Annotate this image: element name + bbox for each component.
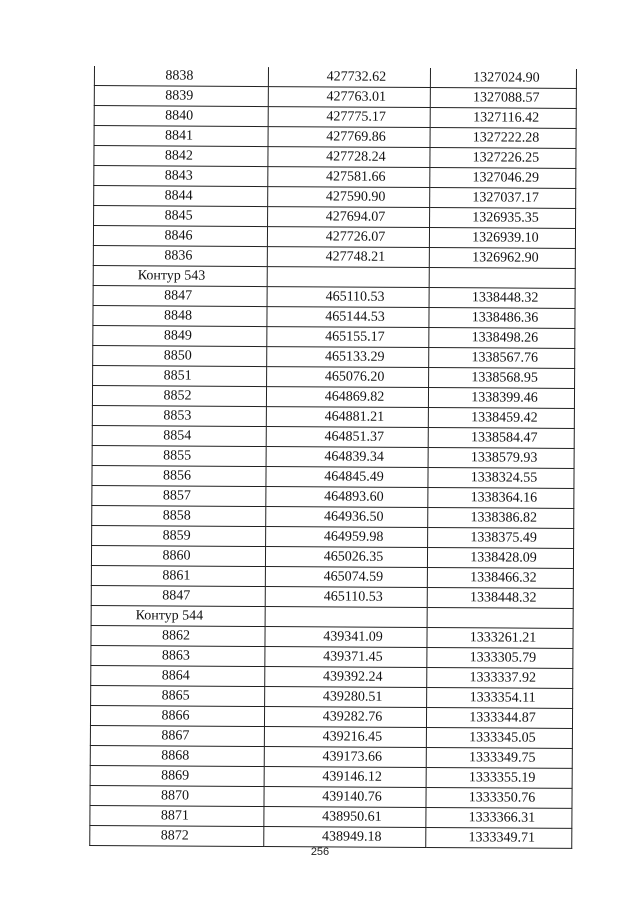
point-id-cell: 8847 (93, 285, 267, 306)
x-coordinate-cell: 465144.53 (267, 307, 429, 328)
point-id-cell: 8867 (90, 725, 264, 746)
table-row (90, 825, 572, 848)
x-coordinate-cell: 427694.07 (268, 207, 430, 228)
point-id-cell: 8850 (93, 345, 267, 366)
table-row (90, 705, 572, 728)
x-coordinate-cell: 464851.37 (266, 427, 428, 448)
x-coordinate-cell: 427581.66 (268, 167, 430, 188)
x-coordinate-cell: 464959.98 (266, 527, 428, 548)
point-id-cell: 8856 (92, 465, 266, 486)
y-coordinate-cell: 1327024.90 (430, 68, 576, 88)
contour-header-row (93, 265, 575, 288)
x-coordinate-cell: 464893.60 (266, 487, 428, 508)
table-row (94, 186, 576, 209)
x-coordinate-cell: 427775.17 (268, 107, 430, 128)
x-coordinate-cell: 465074.59 (265, 567, 427, 588)
y-coordinate-cell: 1333345.05 (426, 728, 572, 749)
table-row (92, 445, 574, 468)
y-coordinate-cell: 1327088.57 (430, 88, 576, 109)
x-coordinate-cell: 464936.50 (266, 507, 428, 528)
x-coordinate-cell: 427726.07 (267, 227, 429, 248)
x-coordinate-cell: 465076.20 (267, 367, 429, 388)
y-coordinate-cell: 1327226.25 (430, 148, 576, 169)
table-row (92, 525, 574, 548)
y-coordinate-cell: 1327222.28 (430, 128, 576, 149)
contour-label: Контур 543 (93, 265, 267, 286)
point-id-cell: 8863 (91, 645, 265, 666)
point-id-cell: 8839 (94, 86, 268, 107)
y-coordinate-cell: 1338486.36 (429, 308, 575, 329)
point-id-cell: 8861 (91, 565, 265, 586)
point-id-cell: 8849 (93, 325, 267, 346)
x-coordinate-cell: 465026.35 (265, 547, 427, 568)
y-coordinate-cell: 1326935.35 (430, 208, 576, 229)
x-coordinate-cell: 465133.29 (267, 347, 429, 368)
y-coordinate-cell: 1333337.92 (427, 668, 573, 689)
x-coordinate-cell: 439140.76 (264, 787, 426, 808)
y-coordinate-cell: 1326939.10 (429, 228, 575, 249)
x-coordinate-cell: 465110.53 (267, 287, 429, 308)
y-coordinate-cell: 1327116.42 (430, 108, 576, 129)
y-coordinate-cell: 1338364.16 (428, 488, 574, 509)
y-coordinate-cell: 1333344.87 (426, 708, 572, 729)
x-coordinate-cell: 464845.49 (266, 467, 428, 488)
point-id-cell: 8869 (90, 765, 264, 786)
y-coordinate-cell: 1326962.90 (429, 248, 575, 269)
table-row (93, 245, 575, 268)
empty-cell (265, 607, 427, 628)
x-coordinate-cell: 427748.21 (267, 247, 429, 268)
x-coordinate-cell: 439341.09 (265, 627, 427, 648)
point-id-cell: 8858 (92, 505, 266, 526)
y-coordinate-cell: 1338584.47 (428, 428, 574, 449)
table-row (94, 86, 576, 109)
point-id-cell: 8844 (94, 186, 268, 207)
point-id-cell: 8842 (94, 146, 268, 167)
point-id-cell: 8845 (94, 206, 268, 227)
y-coordinate-cell: 1338375.49 (428, 528, 574, 549)
y-coordinate-cell: 1338498.26 (429, 328, 575, 349)
y-coordinate-cell: 1333366.31 (426, 808, 572, 829)
x-coordinate-cell: 427590.90 (268, 187, 430, 208)
x-coordinate-cell: 464839.34 (266, 447, 428, 468)
x-coordinate-cell: 464881.21 (266, 407, 428, 428)
x-coordinate-cell: 439392.24 (265, 667, 427, 688)
table-row (94, 146, 576, 169)
point-id-cell: 8868 (90, 745, 264, 766)
table-row (91, 585, 573, 608)
table-row (92, 425, 574, 448)
table-row (91, 685, 573, 708)
point-id-cell: 8872 (90, 825, 264, 846)
x-coordinate-cell: 465155.17 (267, 327, 429, 348)
y-coordinate-cell: 1338324.55 (428, 468, 574, 489)
y-coordinate-cell: 1333350.76 (426, 788, 572, 809)
x-coordinate-cell: 439371.45 (265, 647, 427, 668)
point-id-cell: 8847 (91, 585, 265, 606)
contour-label: Контур 544 (91, 605, 265, 626)
y-coordinate-cell: 1338568.95 (429, 368, 575, 389)
point-id-cell: 8841 (94, 126, 268, 147)
point-id-cell: 8848 (93, 305, 267, 326)
table-row (94, 126, 576, 149)
y-coordinate-cell: 1333261.21 (427, 628, 573, 649)
point-id-cell: 8860 (91, 545, 265, 566)
empty-cell (267, 267, 429, 288)
point-id-cell: 8853 (92, 405, 266, 426)
point-id-cell: 8865 (91, 685, 265, 706)
x-coordinate-cell: 427763.01 (268, 87, 430, 108)
table-row (91, 645, 573, 668)
point-id-cell: 8866 (90, 705, 264, 726)
table-row (94, 106, 576, 129)
point-id-cell: 8843 (94, 166, 268, 187)
x-coordinate-cell: 427769.86 (268, 127, 430, 148)
x-coordinate-cell: 439282.76 (264, 707, 426, 728)
table-row (91, 565, 573, 588)
table-row (93, 325, 575, 348)
x-coordinate-cell: 439146.12 (264, 767, 426, 788)
x-coordinate-cell: 439280.51 (265, 687, 427, 708)
point-id-cell: 8857 (92, 485, 266, 506)
table-row (90, 805, 572, 828)
y-coordinate-cell: 1338579.93 (428, 448, 574, 469)
x-coordinate-cell: 438949.18 (264, 827, 426, 848)
x-coordinate-cell: 465110.53 (265, 587, 427, 608)
y-coordinate-cell: 1338567.76 (429, 348, 575, 369)
x-coordinate-cell: 427732.62 (268, 67, 430, 87)
point-id-cell: 8859 (92, 525, 266, 546)
x-coordinate-cell: 464869.82 (266, 387, 428, 408)
point-id-cell: 8864 (91, 665, 265, 686)
table-row (93, 305, 575, 328)
empty-cell (427, 608, 573, 629)
point-id-cell: 8846 (93, 226, 267, 247)
table-row (91, 625, 573, 648)
x-coordinate-cell: 438950.61 (264, 807, 426, 828)
contour-header-row (91, 605, 573, 628)
y-coordinate-cell: 1327046.29 (430, 168, 576, 189)
table-row (93, 285, 575, 308)
y-coordinate-cell: 1327037.17 (430, 188, 576, 209)
table-row (90, 725, 572, 748)
point-id-cell: 8851 (93, 365, 267, 386)
coordinates-table-body (90, 66, 577, 848)
point-id-cell: 8852 (92, 385, 266, 406)
point-id-cell: 8840 (94, 106, 268, 127)
table-row (92, 465, 574, 488)
y-coordinate-cell: 1333349.71 (426, 828, 572, 849)
y-coordinate-cell: 1338466.32 (427, 568, 573, 589)
empty-cell (429, 268, 575, 289)
table-row (94, 206, 576, 229)
table-row (92, 505, 574, 528)
x-coordinate-cell: 427728.24 (268, 147, 430, 168)
table-row (94, 66, 576, 88)
point-id-cell: 8836 (93, 245, 267, 266)
coordinates-table (89, 66, 577, 849)
table-row (90, 785, 572, 808)
y-coordinate-cell: 1333305.79 (427, 648, 573, 669)
y-coordinate-cell: 1333354.11 (427, 688, 573, 709)
y-coordinate-cell: 1338428.09 (427, 548, 573, 569)
table-row (91, 665, 573, 688)
point-id-cell: 8871 (90, 805, 264, 826)
y-coordinate-cell: 1338448.32 (427, 588, 573, 609)
table-row (92, 385, 574, 408)
table-row (90, 765, 572, 788)
y-coordinate-cell: 1338459.42 (428, 408, 574, 429)
table-row (94, 166, 576, 189)
point-id-cell: 8838 (94, 66, 268, 87)
table-row (93, 345, 575, 368)
table-row (91, 545, 573, 568)
x-coordinate-cell: 439216.45 (264, 727, 426, 748)
y-coordinate-cell: 1338386.82 (428, 508, 574, 529)
point-id-cell: 8862 (91, 625, 265, 646)
point-id-cell: 8855 (92, 445, 266, 466)
y-coordinate-cell: 1338448.32 (429, 288, 575, 309)
table-row (92, 485, 574, 508)
point-id-cell: 8870 (90, 785, 264, 806)
table-row (93, 226, 575, 249)
y-coordinate-cell: 1333355.19 (426, 768, 572, 789)
x-coordinate-cell: 439173.66 (264, 747, 426, 768)
table-row (93, 365, 575, 388)
page-number: 256 (310, 846, 330, 858)
table-row (90, 745, 572, 768)
table-row (92, 405, 574, 428)
point-id-cell: 8854 (92, 425, 266, 446)
y-coordinate-cell: 1338399.46 (428, 388, 574, 409)
y-coordinate-cell: 1333349.75 (426, 748, 572, 769)
